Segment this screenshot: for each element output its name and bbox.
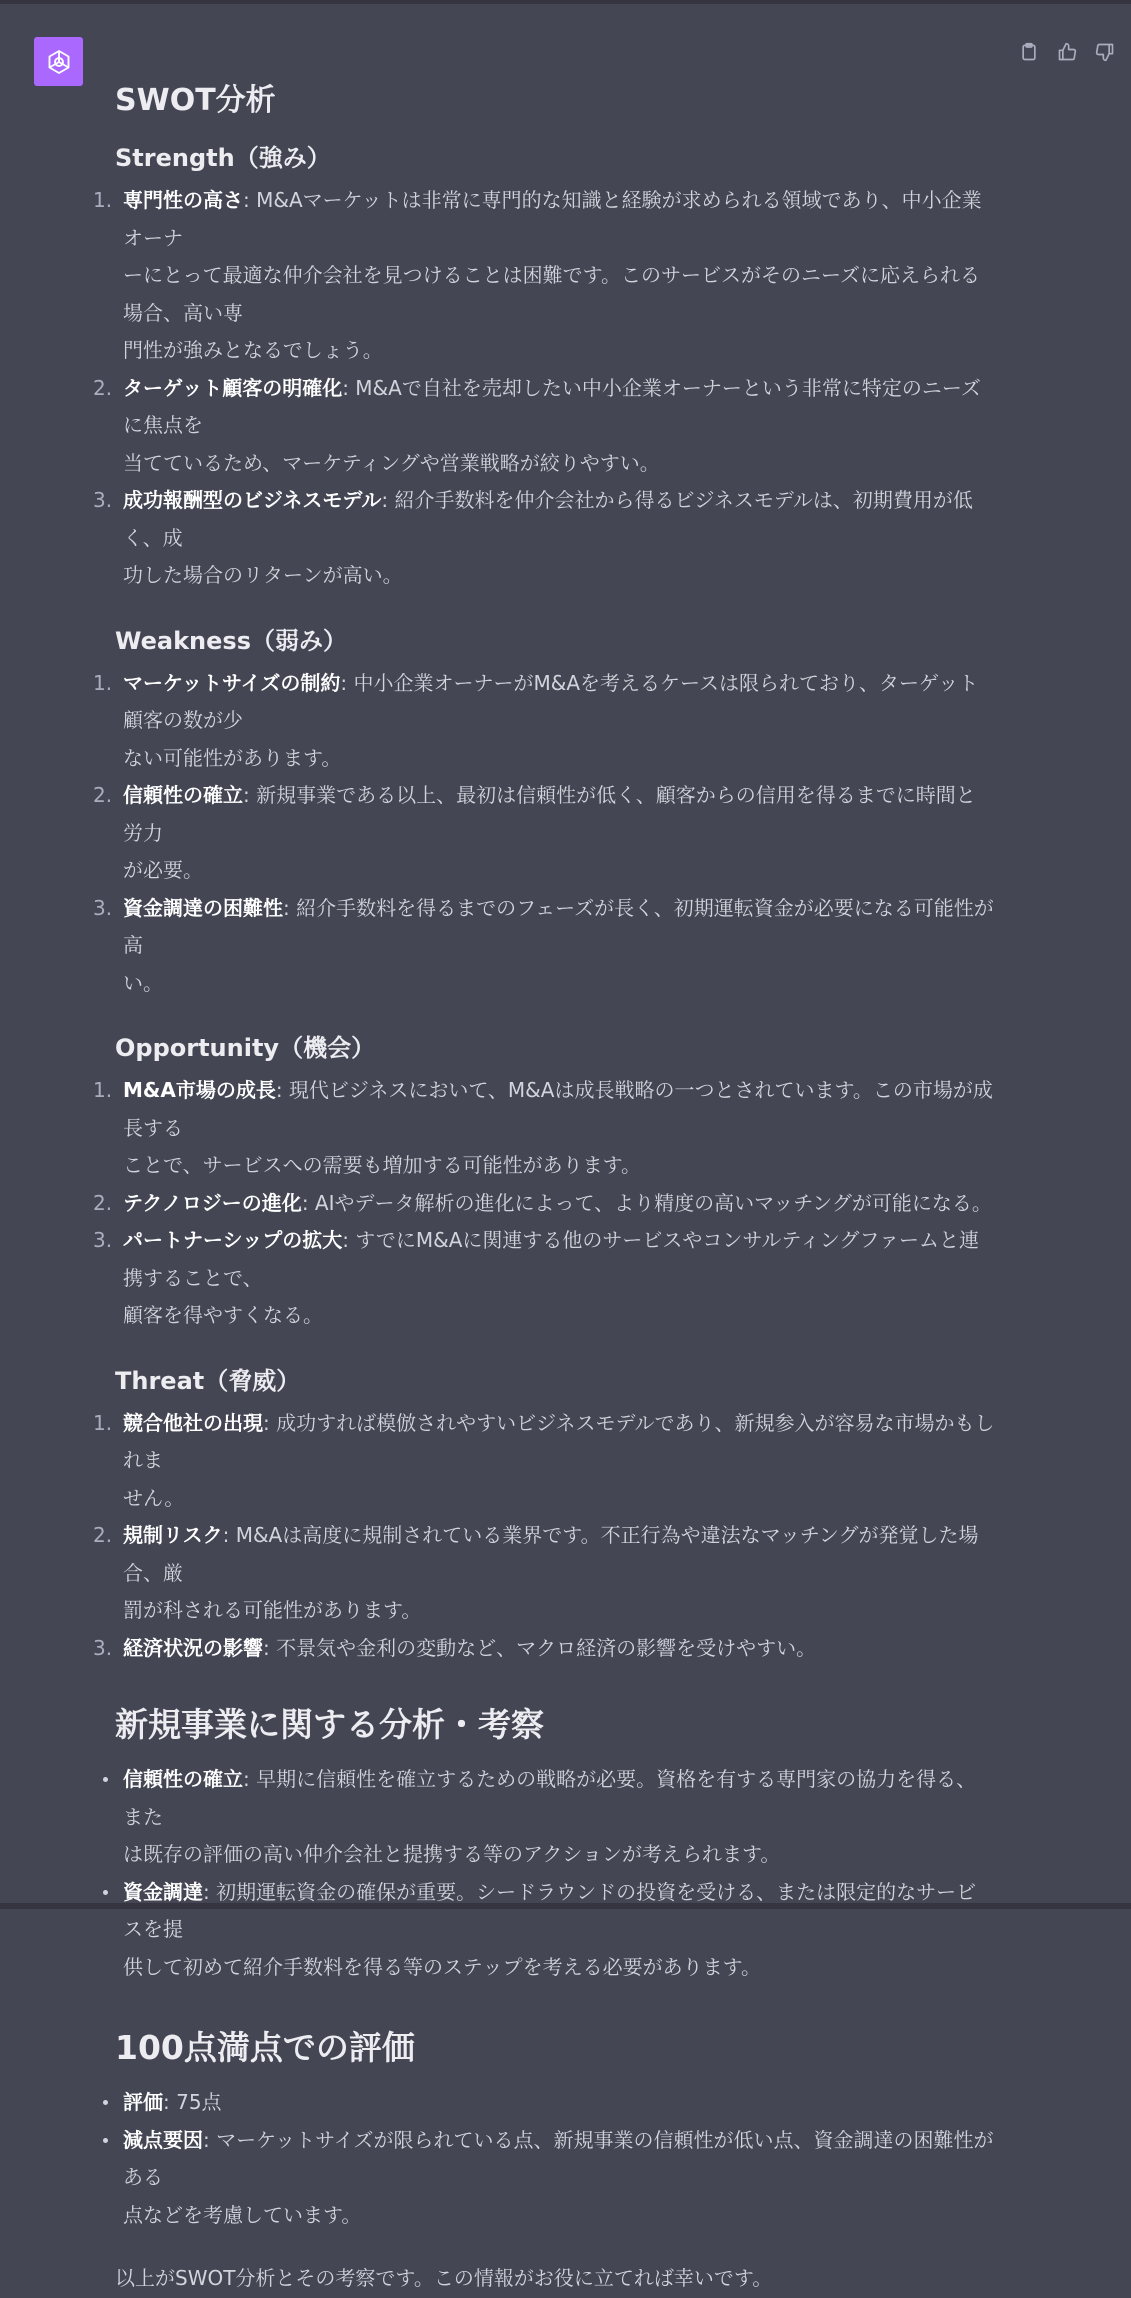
- list-item: 1. 専門性の高さ: M&Aマーケットは非常に専門的な知識と経験が求められる領域であり、中小企業オーナ ーにとって最適な仲介会社を見つけることは困難です。このサービスがそのニーズに応えられる場合、高い専 門性が強みとなるでしょう。: [93, 188, 982, 362]
- section-heading-strength: Strength（強み）: [115, 144, 331, 172]
- list-item: 3. 経済状況の影響: 不景気や金利の変動など、マクロ経済の影響を受けやすい。: [93, 1635, 817, 1660]
- list-item: 資金調達: 初期運転資金の確保が重要。シードラウンドの投資を受ける、または限定的なサービスを提 供して初めて紹介手数料を得る等のステップを考える必要があります。: [115, 1874, 995, 1987]
- threat-list: [93, 1405, 995, 1668]
- closing-text: 以上がSWOT分析とその考察です。この情報がお役に立てれば幸いです。: [115, 2266, 773, 2290]
- list-item: 3. 資金調達の困難性: 紹介手数料を得るまでのフェーズが長く、初期運転資金が必要になる可能性が高 い。: [93, 895, 994, 995]
- analysis-list: [115, 1761, 995, 1986]
- assistant-avatar: [34, 37, 83, 86]
- message-actions: [1017, 40, 1117, 64]
- copy-button[interactable]: [1017, 40, 1041, 64]
- clipboard-icon: [1019, 42, 1039, 62]
- top-border: [0, 0, 1131, 4]
- opportunity-list: [93, 1072, 995, 1335]
- thumbs-up-button[interactable]: [1055, 40, 1079, 64]
- list-item: 1. 競合他社の出現: 成功すれば模倣されやすいビジネスモデルであり、新規参入が容易な市場かもしれま せん。: [93, 1410, 995, 1510]
- list-item: 減点要因: マーケットサイズが限られている点、新規事業の信頼性が低い点、資金調達の困難性がある 点などを考慮しています。: [115, 2122, 995, 2235]
- weakness-list: [93, 665, 995, 1003]
- list-item: 1. マーケットサイズの制約: 中小企業オーナーがM&Aを考えるケースは限られており、ターゲット顧客の数が少 ない可能性があります。: [93, 670, 979, 770]
- thumbs-down-button[interactable]: [1093, 40, 1117, 64]
- openai-logo-icon: [44, 47, 74, 77]
- strength-list: [93, 182, 995, 595]
- message-content: [93, 78, 995, 2298]
- bullet-icon: [103, 2100, 108, 2105]
- list-item: 信頼性の確立: 早期に信頼性を確立するための戦略が必要。資格を有する専門家の協力を得る、また は既存の評価の高い仲介会社と提携する等のアクションが考えられます。: [115, 1761, 995, 1874]
- evaluation-list: [115, 2084, 995, 2234]
- list-item: 2. ターゲット顧客の明確化: M&Aで自社を売却したい中小企業オーナーという非常に特定のニーズに焦点を 当てているため、マーケティングや営業戦略が絞りやすい。: [93, 375, 981, 475]
- message-title: SWOT分析: [115, 83, 276, 118]
- list-item: 3. パートナーシップの拡大: すでにM&Aに関連する他のサービスやコンサルティングファームと連携することで、 顧客を得やすくなる。: [93, 1228, 980, 1327]
- list-item: 2. 信頼性の確立: 新規事業である以上、最初は信頼性が低く、顧客からの信用を得るまでに時間と労力 が必要。: [93, 783, 976, 882]
- list-item: 3. 成功報酬型のビジネスモデル: 紹介手数料を仲介会社から得るビジネスモデルは、初期費用が低く、成 功した場合のリターンが高い。: [93, 488, 973, 587]
- list-item: 2. 規制リスク: M&Aは高度に規制されている業界です。不正行為や違法なマッチングが発覚した場合、厳 罰が科される可能性があります。: [93, 1523, 979, 1622]
- section-heading-opportunity: Opportunity（機会）: [115, 1034, 376, 1062]
- bullet-icon: [103, 1777, 108, 1782]
- bullet-icon: [103, 2138, 108, 2143]
- section-heading-weakness: Weakness（弱み）: [115, 626, 347, 655]
- thumbs-down-icon: [1095, 42, 1115, 62]
- thumbs-up-icon: [1057, 42, 1077, 62]
- analysis-heading: 新規事業に関する分析・考察: [115, 1705, 544, 1744]
- list-item: 評価: 75点: [115, 2084, 995, 2122]
- section-heading-threat: Threat（脅威）: [115, 1366, 301, 1395]
- bottom-border: [0, 1903, 1131, 1909]
- bullet-icon: [103, 1890, 108, 1895]
- evaluation-heading: 100点満点での評価: [115, 2028, 415, 2067]
- list-item: 2. テクノロジーの進化: AIやデータ解析の進化によって、より精度の高いマッチングが可能になる。: [93, 1190, 992, 1215]
- list-item: 1. M&A市場の成長: 現代ビジネスにおいて、M&Aは成長戦略の一つとされています。この市場が成長する ことで、サービスへの需要も増加する可能性があります。: [93, 1078, 993, 1177]
